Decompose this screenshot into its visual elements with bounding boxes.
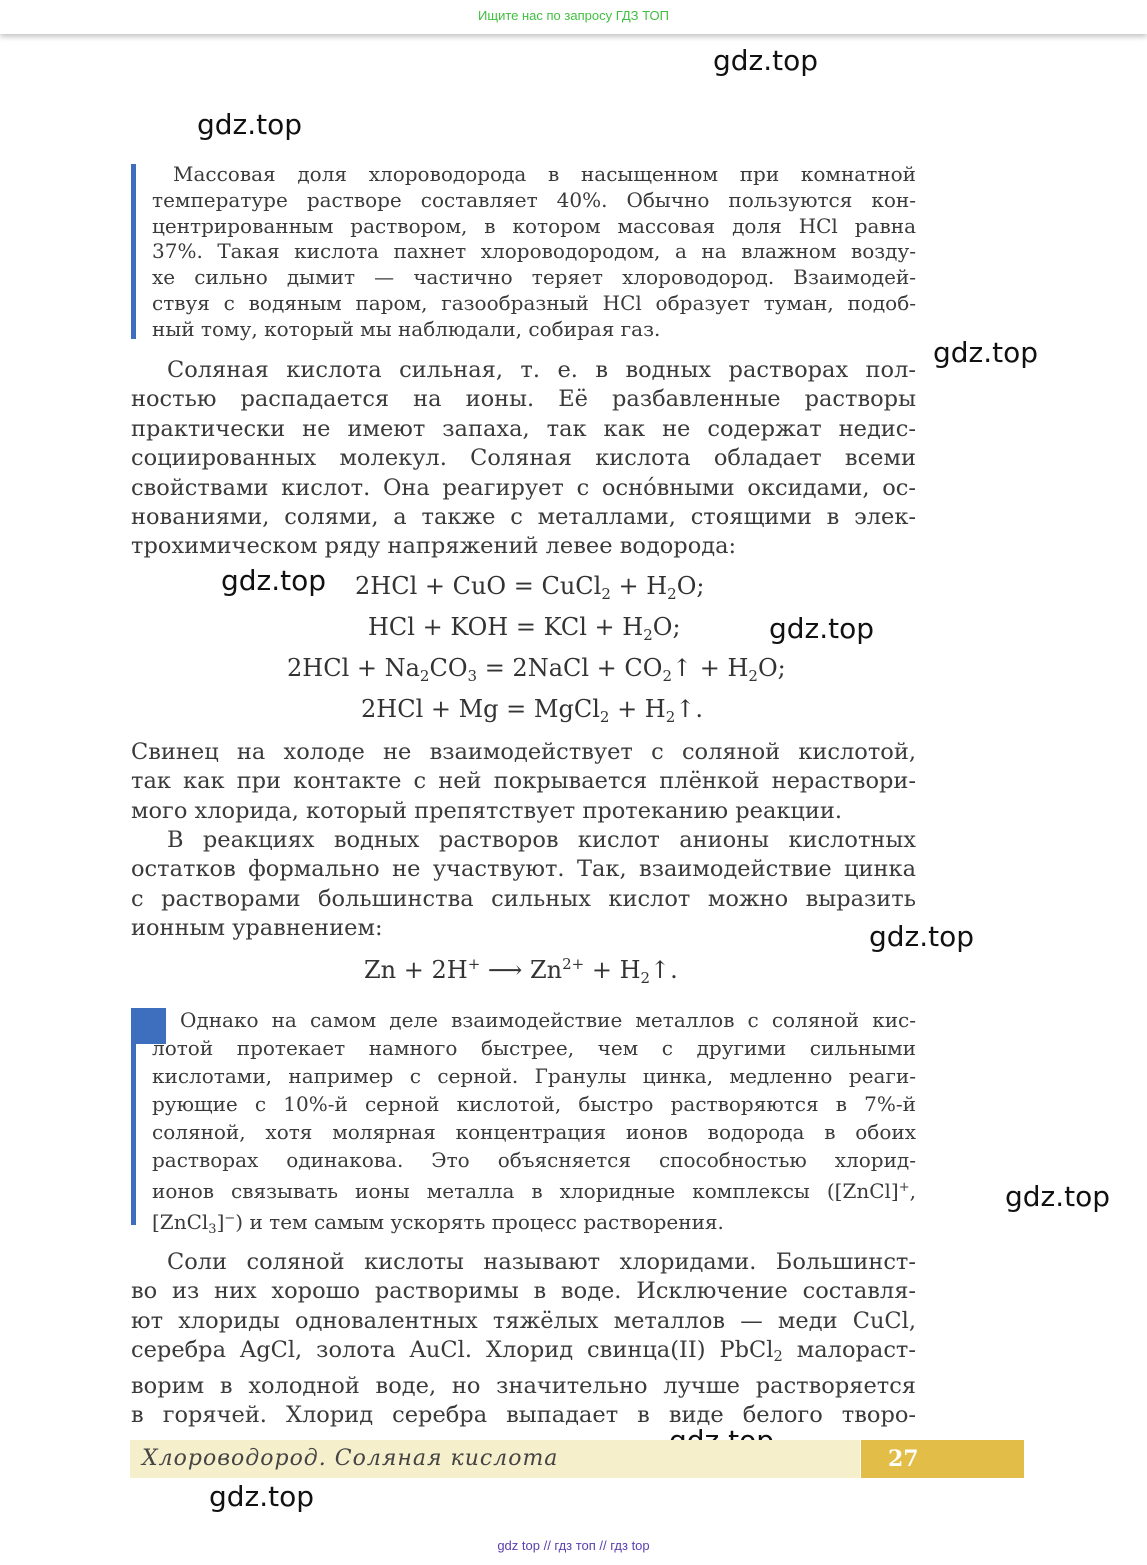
text-line: Свинец на холоде не взаимодействует с соляной кислотой, xyxy=(131,739,916,765)
watermark: gdz.top xyxy=(1005,1180,1111,1213)
equation-hcl-na2co3: $2HCl + Na_2CO_3$ = 2NaCl + $CO_2↑ + H_2O$; xyxy=(287,654,786,685)
text-line: 37%. Такая кислота пахнет хлороводородом, а на влажном возду- xyxy=(152,239,916,264)
running-title: Хлороводород. Соляная кислота xyxy=(142,1446,559,1471)
text-line: Однако на самом деле взаимодействие металлов с соляной кис- xyxy=(180,1008,916,1032)
equation-hcl-cuo: 2HCl + CuO = CuCl$_2$ + $H_2O$; xyxy=(355,572,705,603)
top-notice-bar xyxy=(0,0,1147,34)
text-line: серебра AgCl, золота AuCl. Хлорид свинца(II) PbCl$_2$ малораст- xyxy=(131,1337,916,1366)
text-line: соляной, хотя молярная концентрация ионов водорода в обоих xyxy=(152,1120,916,1144)
watermark: gdz.top xyxy=(713,44,819,77)
text-line: остатков формально не участвуют. Так, взаимодействие цинка xyxy=(131,856,916,883)
text-line: центрированным раствором, в котором массовая доля HCl равна xyxy=(152,213,916,238)
text-line: В реакциях водных растворов кислот анионы кислотных xyxy=(167,827,916,853)
text-line: во из них хорошо растворимы в воде. Исключение составля- xyxy=(131,1278,916,1305)
watermark: gdz.top xyxy=(197,108,303,141)
note-box-hcl-concentration xyxy=(152,162,916,343)
paragraph-strong-acid xyxy=(131,356,916,562)
text-line: мого хлорида, который препятствует протеканию реакции. xyxy=(131,797,843,824)
note-box-zinc-chloride xyxy=(152,1006,916,1244)
page-number: 27 xyxy=(888,1446,919,1472)
watermark: gdz.top xyxy=(209,1480,315,1513)
text-line: Массовая доля хлороводорода в насыщенном при комнатной xyxy=(173,162,916,186)
text-line: Соли соляной кислоты называют хлоридами. Большинст- xyxy=(167,1249,916,1275)
watermark: gdz.top xyxy=(869,920,975,953)
text-line: ворим в холодной воде, но значительно лучше растворяется xyxy=(131,1372,916,1399)
text-line: рующие с 10%-й серной кислотой, быстро растворяются в 7%-й xyxy=(152,1092,916,1116)
text-line: [ZnCl$_3$]−) и тем самым ускорять процесс растворения. xyxy=(152,1210,724,1237)
text-line: ют хлориды одновалентных тяжёлых металлов — меди CuCl, xyxy=(131,1307,916,1334)
text-line: Соляная кислота сильная, т. е. в водных растворах пол- xyxy=(167,357,916,383)
search-notice: Ищите нас по запросу ГДЗ ТОП xyxy=(478,8,669,23)
text-line: трохимическом ряду напряжений левее водорода: xyxy=(131,533,737,560)
equation-hcl-mg: 2HCl + Mg = MgCl$_2$ + $H_2↑$. xyxy=(361,695,704,726)
text-line: ионным уравнением: xyxy=(131,915,383,942)
text-line: растворах одинакова. Это объясняется способностью хлорид- xyxy=(152,1148,916,1172)
paragraph-lead xyxy=(131,738,916,826)
equation-hcl-koh: HCl + KOH = KCl + $H_2O$; xyxy=(368,613,681,644)
text-line: так как при контакте с ней покрывается плёнкой нераствори- xyxy=(131,768,916,795)
bottom-links[interactable]: gdz top // гдз топ // гдз top xyxy=(497,1538,650,1553)
text-line: свойствами кислот. Она реагирует с осно́вными оксидами, ос- xyxy=(131,474,916,501)
text-line: лотой протекает намного быстрее, чем с другими сильными xyxy=(152,1036,916,1060)
watermark: gdz.top xyxy=(933,336,1039,369)
text-line: нованиями, солями, а также с металлами, стоящими в элек- xyxy=(131,504,916,531)
watermark: gdz.top xyxy=(769,612,875,645)
text-line: практически не имеют запаха, так как не содержат недис- xyxy=(131,415,916,442)
text-line: в горячей. Хлорид серебра выпадает в виде белого творо- xyxy=(131,1402,916,1429)
equation-zn-ionic: Zn + 2H+ ⟶ $Zn^{2+}$ + $H_2↑$. xyxy=(364,955,678,987)
text-line: социированных молекул. Соляная кислота обладает всеми xyxy=(131,445,916,472)
text-line: хе сильно дымит — частично теряет хлороводород. Взаимодей- xyxy=(152,265,916,290)
text-line: температуре растворе составляет 40%. Обычно пользуются кон- xyxy=(152,187,916,212)
page-number-box xyxy=(861,1440,1024,1478)
text-line: ствуя с водяным паром, газообразный HCl образует туман, подоб- xyxy=(152,290,916,315)
note-bar xyxy=(131,164,136,339)
text-line: ионов связывать ионы металла в хлоридные комплексы ([ZnCl]+, xyxy=(152,1179,916,1203)
note-bar xyxy=(131,1044,136,1225)
paragraph-chlorides xyxy=(131,1248,916,1430)
text-line: ный тому, который мы наблюдали, собирая газ. xyxy=(152,316,661,341)
text-line: с растворами большинства сильных кислот можно выразить xyxy=(131,885,916,912)
paragraph-anions xyxy=(131,826,916,944)
text-line: ностью распадается на ионы. Её разбавленные растворы xyxy=(131,386,916,413)
watermark: gdz.top xyxy=(221,564,327,597)
text-line: кислотами, например с серной. Гранулы цинка, медленно реаги- xyxy=(152,1064,916,1088)
